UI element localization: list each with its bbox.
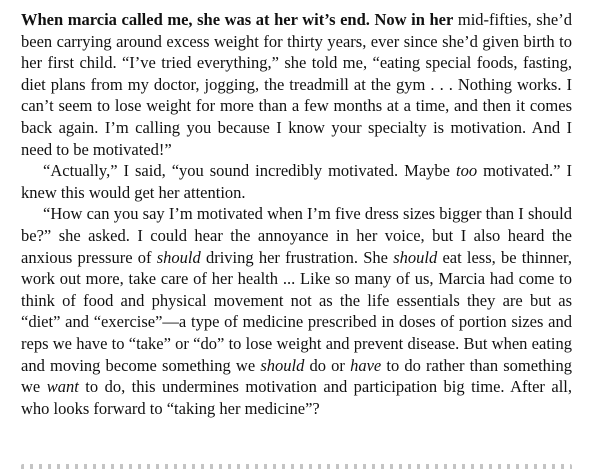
italic-emphasis: have	[350, 355, 382, 375]
cropped-next-line	[21, 460, 572, 469]
paragraph-2	[21, 160, 572, 203]
paragraph-1	[21, 9, 572, 160]
italic-emphasis: too	[455, 161, 478, 181]
paragraph-3	[21, 203, 572, 419]
italic-emphasis: want	[46, 377, 79, 397]
italic-emphasis: should	[393, 247, 438, 267]
italic-emphasis: should	[260, 355, 305, 375]
italic-emphasis: should	[156, 247, 201, 267]
book-page-text	[21, 9, 572, 419]
text-segment: “Actually,” I said, “you sound incredibly motivated. Maybe	[43, 161, 456, 181]
text-segment: driving her frustration. She	[200, 247, 394, 267]
text-segment: to do, this undermines motivation and participation big time. After all, who looks forward to “taking her medicine”?	[21, 377, 572, 418]
text-segment: “How can you say I’m motivated when I’m five dress sizes bigger than I should be?” she asked. I could hear the annoyance in her voice, but I also heard the anxious pressure of	[21, 204, 572, 267]
text-segment: mid-fifties, she’d been carrying around excess weight for thirty years, ever since she’d given birth to her first child. “I’ve tried everything,” she told me, “eating special foods, fasting, diet plans from my doctor, jogging, the treadmill at the gym . . . Nothing works. I can’t seem to lose weight for more than a few months at a time, and then it comes back again. I’m calling you because I know your specialty is motivation. And I need to be motivated!”	[21, 10, 572, 159]
text-segment: eat less, be thinner, work out more, take care of her health ... Like so many of us, Marcia had come to think of food and physical movement not as the life essentials they are but as “diet” and “exercise”—a type of medicine prescribed in doses of portion sizes and reps we have to “take” or “do” to lose weight and prevent disease. But when eating and moving become something we	[21, 247, 572, 375]
text-segment: to do rather than something we	[21, 355, 572, 397]
text-segment: motivated.” I knew this would get her attention.	[21, 161, 572, 202]
text-segment: do or	[304, 355, 351, 375]
bold-lead-in: When marcia called me, she was at her wit’s end. Now in her	[21, 10, 454, 29]
